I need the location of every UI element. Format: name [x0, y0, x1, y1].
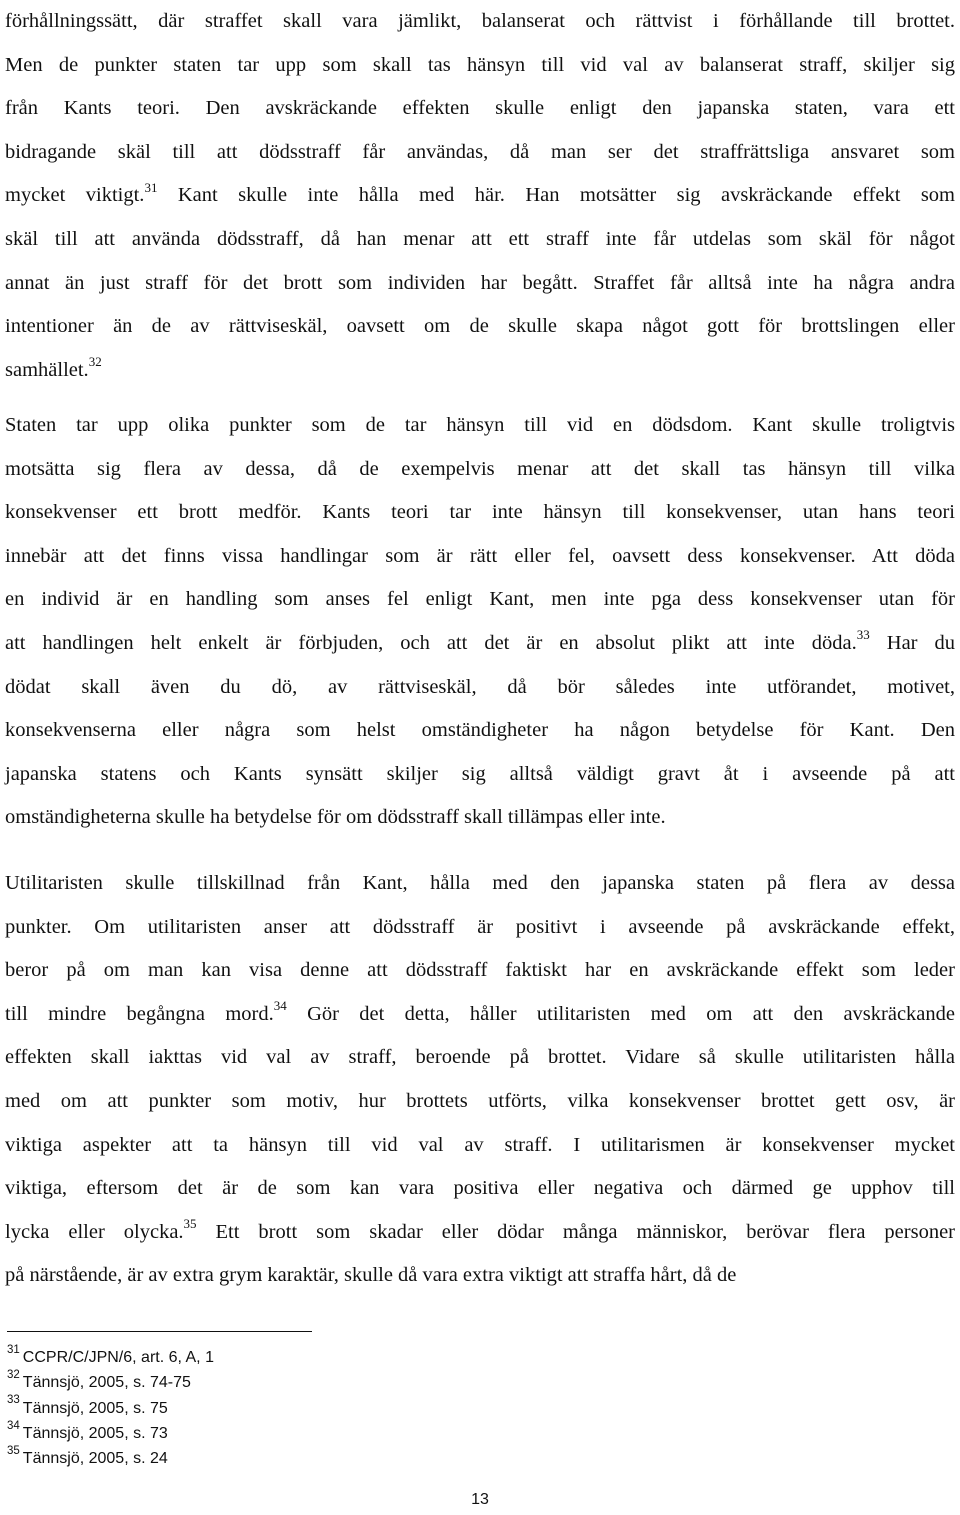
text-segment: innebär att det finns vissa handlingar som är rätt eller fel, oavsett dess konsekvenser. Att döda [5, 544, 955, 567]
text-line [5, 1254, 955, 1298]
text-segment: förhållningssätt, där straffet skall vara jämlikt, balanserat och rättvist i förhållande till brottet. [5, 10, 955, 32]
text-segment: viktiga aspekter att ta hänsyn till vid val av straff. I utilitarismen är konsekvenser mycket [5, 1133, 955, 1156]
body-paragraph-1 [5, 0, 955, 392]
text-line [5, 1211, 955, 1255]
footnote-reference[interactable]: 33 [856, 627, 870, 643]
text-segment: konsekvenser ett brott medför. Kants teori tar inte hänsyn till konsekvenser, utan hans teori [5, 501, 955, 524]
text-segment: annat än just straff för det brott som individen har begått. Straffet får alltså inte ha några andra [5, 271, 955, 294]
text-line [5, 262, 955, 306]
text-segment: Har du [869, 631, 956, 654]
text-segment: effekten skall iakttas vid val av straff, beroende på brottet. Vidare så skulle utilitaristen hålla [5, 1046, 955, 1069]
text-segment: motsätta sig flera av dessa, då de exempelvis menar att det skall tas hänsyn till vilka [5, 457, 955, 480]
footnote-text: CCPR/C/JPN/6, art. 6, A, 1 [22, 1349, 214, 1366]
footnote-text: Tännsjö, 2005, s. 75 [22, 1399, 168, 1417]
text-segment: en individ är en handling som anses fel enligt Kant, men inte pga dess konsekvenser utan för [5, 588, 955, 611]
text-line [5, 1080, 955, 1124]
text-segment: japanska statens och Kants synsätt skiljer sig alltså väldigt gravt åt i avseende på att [5, 762, 955, 785]
text-segment: punkter. Om utilitaristen anser att dödsstraff är positivt i avseende på avskräckande effekt, [5, 915, 955, 938]
text-segment: lycka eller olycka. [5, 1220, 184, 1243]
footnote-text: Tännsjö, 2005, s. 24 [22, 1450, 168, 1468]
footnote-number: 32 [7, 1368, 20, 1381]
text-segment: bidragande skäl till att dödsstraff får användas, då man ser det straffrättsliga ansvaret som [5, 140, 955, 163]
text-segment: beror på om man kan visa denne att dödsstraff faktiskt har en avskräckande effekt som leder [5, 959, 955, 982]
text-line [5, 796, 955, 840]
page-number: 13 [471, 1491, 489, 1508]
text-line [5, 949, 955, 993]
text-line [5, 666, 955, 710]
text-line [5, 131, 955, 175]
text-segment: viktiga, eftersom det är de som kan vara positiva eller negativa och därmed ge upphov till [5, 1177, 955, 1200]
body-paragraph-3 [5, 862, 955, 1298]
text-line [5, 305, 955, 349]
text-segment: samhället. [5, 358, 89, 381]
text-line [5, 1167, 955, 1211]
text-segment: Ett brott som skadar eller dödar många människor, berövar flera personer [196, 1220, 955, 1243]
text-segment: intentioner än de av rättviseskäl, oavsett om de skulle skapa något gott för brottslingen eller [5, 315, 955, 338]
footnote-item [7, 1396, 607, 1421]
footnote-text: Tännsjö, 2005, s. 73 [22, 1424, 168, 1442]
text-line [5, 174, 955, 218]
text-line [5, 448, 955, 492]
text-segment: att handlingen helt enkelt är förbjuden, och att det är en absolut plikt att inte döda. [5, 631, 857, 654]
text-line [5, 535, 955, 579]
text-line [5, 578, 955, 622]
text-line [5, 709, 955, 753]
text-segment: Utilitaristen skulle tillskillnad från Kant, hålla med den japanska staten på flera av dessa [5, 872, 955, 894]
text-line [5, 491, 955, 535]
text-line [5, 622, 955, 666]
footnote-number: 31 [7, 1343, 20, 1356]
text-line [5, 993, 955, 1037]
footnote-reference[interactable]: 31 [144, 179, 158, 195]
text-line [5, 1036, 955, 1080]
text-segment: med om att punkter som motiv, hur brottets utförts, vilka konsekvenser brottet gett osv, är [5, 1089, 955, 1112]
text-line [5, 349, 955, 393]
text-line [5, 753, 955, 797]
text-line [5, 0, 955, 44]
text-segment: mycket viktigt. [5, 184, 145, 207]
footnote-item [7, 1370, 607, 1395]
text-segment: Men de punkter staten tar upp som skall tas hänsyn till vid val av balanserat straff, skiljer sig [5, 53, 955, 76]
footnote-separator [7, 1331, 312, 1332]
text-segment: omständigheterna skulle ha betydelse för om dödsstraff skall tillämpas eller inte. [5, 806, 666, 829]
text-segment: dödat skall även du dö, av rättviseskäl, då bör således inte utförandet, motivet, [5, 675, 955, 698]
footnote-text: Tännsjö, 2005, s. 74-75 [22, 1374, 191, 1392]
text-segment: Kant skulle inte hålla med här. Han motsätter sig avskräckande effekt som [157, 184, 955, 207]
text-segment: Staten tar upp olika punkter som de tar hänsyn till vid en dödsdom. Kant skulle troligtvis [5, 414, 955, 436]
text-line [5, 218, 955, 262]
footnote-number: 33 [7, 1394, 20, 1407]
footnotes-list [7, 1345, 607, 1471]
text-segment: till mindre begångna mord. [5, 1002, 274, 1025]
footnote-number: 35 [7, 1444, 20, 1457]
text-segment: Gör det detta, håller utilitaristen med om att den avskräckande [286, 1002, 955, 1025]
footnote-number: 34 [7, 1419, 20, 1432]
footnote-item [7, 1345, 607, 1370]
text-segment: konsekvenserna eller några som helst omständigheter ha någon betydelse för Kant. Den [5, 719, 955, 742]
text-line [5, 44, 955, 88]
text-segment: från Kants teori. Den avskräckande effekten skulle enligt den japanska staten, vara ett [5, 97, 955, 120]
footnote-reference[interactable]: 32 [88, 353, 102, 369]
footnote-reference[interactable]: 35 [183, 1215, 197, 1231]
footnote-reference[interactable]: 34 [273, 997, 287, 1013]
footnote-item [7, 1446, 607, 1471]
text-line [5, 87, 955, 131]
document-page [5, 0, 955, 1515]
text-line [5, 862, 955, 906]
footnote-item [7, 1421, 607, 1446]
text-segment: skäl till att använda dödsstraff, då han menar att ett straff inte får utdelas som skäl för något [5, 227, 955, 250]
body-paragraph-2 [5, 404, 955, 840]
text-line [5, 1124, 955, 1168]
text-segment: på närstående, är av extra grym karaktär, skulle då vara extra viktigt att straffa hårt, då de [5, 1264, 737, 1287]
text-line [5, 404, 955, 448]
text-line [5, 906, 955, 950]
